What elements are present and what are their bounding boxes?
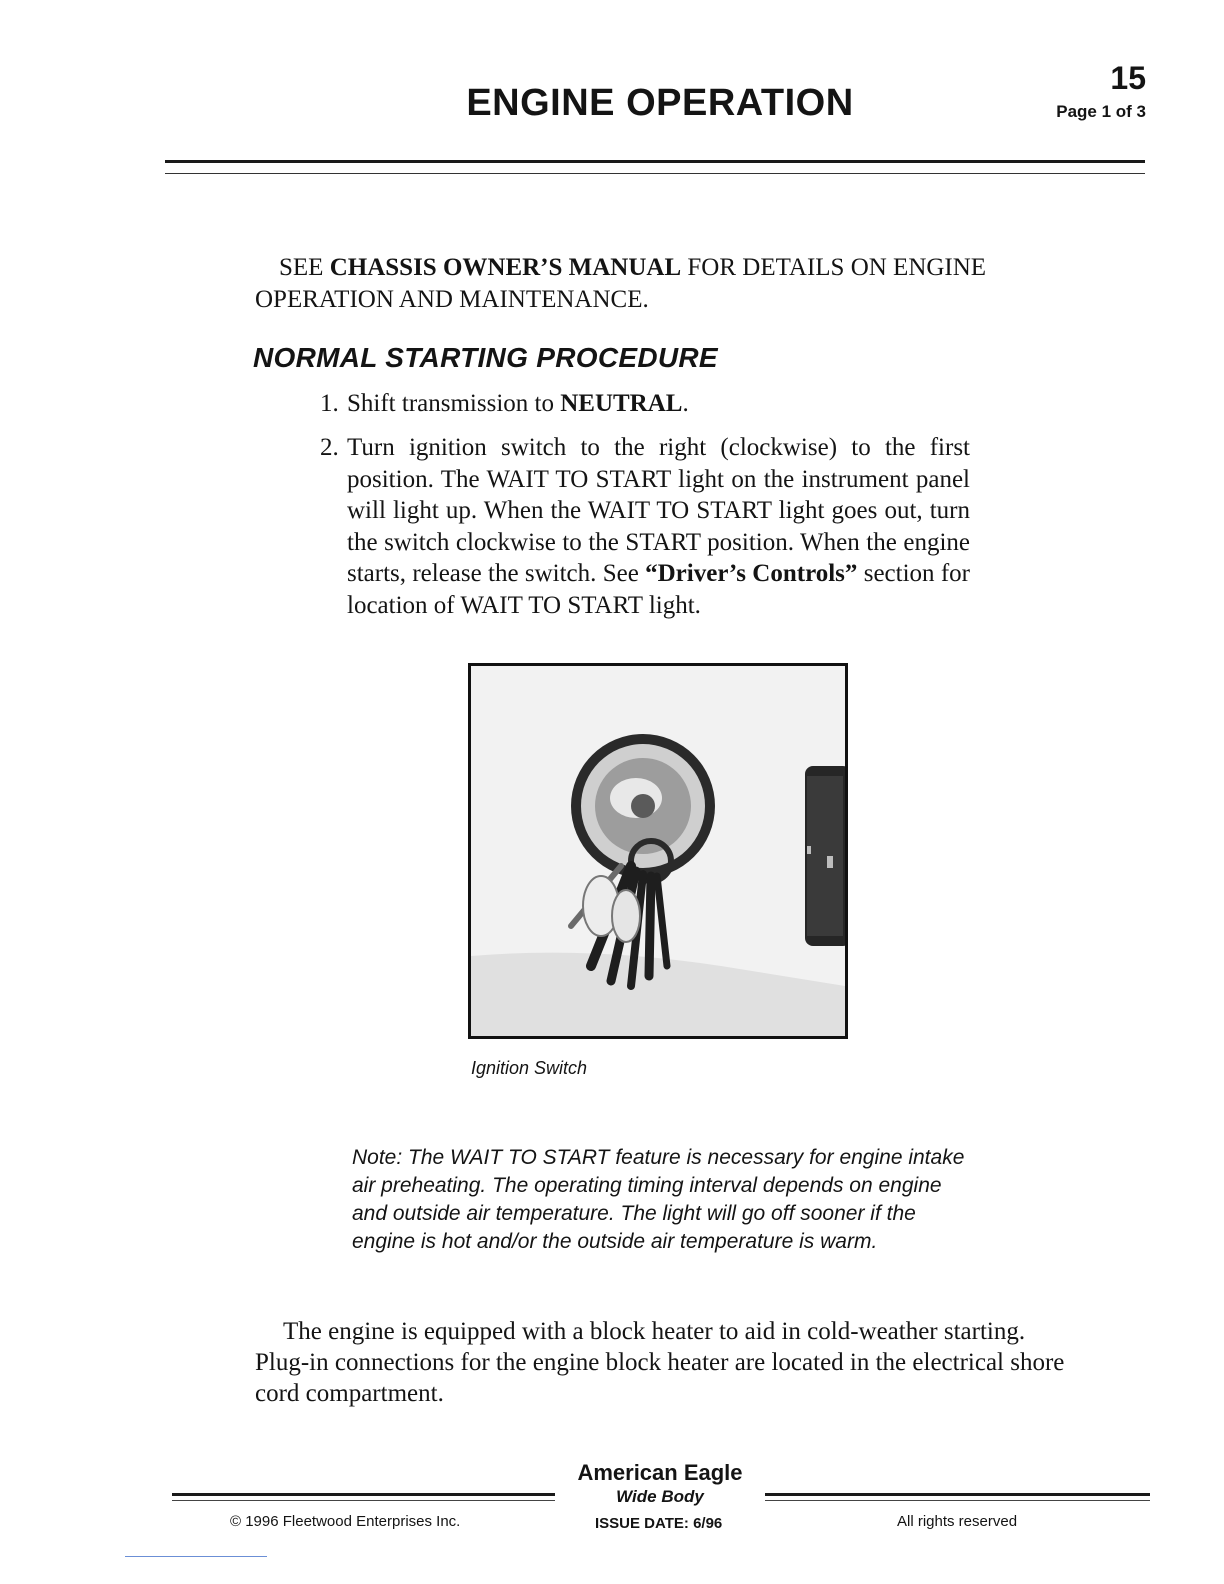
intro-rest: FOR DETAILS ON ENGINE [687, 254, 987, 281]
bottom-link-underline [125, 1556, 267, 1557]
footer-brand: American Eagle [577, 1460, 743, 1485]
footer-rule-right [765, 1493, 1150, 1496]
step-emphasis: NEUTRAL [560, 390, 683, 417]
intro-see: SEE [279, 254, 324, 281]
header-rule [165, 160, 1145, 163]
footer-rule-right-thin [765, 1500, 1150, 1501]
footer-rights: All rights reserved [897, 1513, 1018, 1530]
intro-line-2: OPERATION AND MAINTENANCE. [255, 286, 649, 313]
footer-rule-left [172, 1493, 555, 1496]
intro-line-1 [255, 252, 1070, 284]
footer-copyright: © 1996 Fleetwood Enterprises Inc. [230, 1513, 461, 1530]
chassis-manual-reference: CHASSIS OWNER’S MANUAL [329, 254, 682, 281]
step-number: 2. [320, 434, 339, 461]
header-rule-thin [165, 173, 1145, 174]
ignition-switch-illustration [471, 666, 845, 1036]
page-title: ENGINE OPERATION [466, 82, 854, 124]
footer-rule-left-thin [172, 1500, 555, 1501]
page-number: 15 [1110, 60, 1146, 96]
step-text: Shift transmission to [347, 390, 554, 417]
intro-paragraph [255, 252, 1070, 316]
footer-issue-date: ISSUE DATE: 6/96 [595, 1515, 723, 1532]
step-text: Turn ignition switch to the right (clockwise) to the first position. The WAIT TO START light on the instrument panel will light up. When the WAIT TO START light goes out, turn the switch clockwise to the START position. When the engine starts, release the switch. See [347, 434, 970, 587]
note-text: Note: The WAIT TO START feature is necessary for engine intake air preheating. The operating timing interval depends on engine and outside air temperature. The light will go off sooner if the engine is hot and/or the outside air temperature is warm. [352, 1146, 965, 1253]
step-2 [320, 432, 970, 624]
step-text-end: section for location of WAIT TO START light. [347, 560, 970, 619]
step-text-end: . [682, 390, 689, 417]
footer-model: Wide Body [616, 1487, 704, 1506]
block-heater-text: The engine is equipped with a block heater to aid in cold-weather starting. Plug-in connections for the engine block heater are located in the electrical shore cord compartment. [255, 1318, 1065, 1407]
block-heater-paragraph [255, 1316, 1070, 1409]
step-1 [320, 388, 980, 422]
step-number: 1. [320, 390, 339, 417]
figure-caption: Ignition Switch [471, 1058, 588, 1078]
drivers-controls-reference: “Driver’s Controls” [645, 560, 858, 587]
page-count: Page 1 of 3 [1056, 102, 1146, 121]
ignition-switch-photo [468, 663, 848, 1039]
section-heading: NORMAL STARTING PROCEDURE [253, 342, 718, 373]
